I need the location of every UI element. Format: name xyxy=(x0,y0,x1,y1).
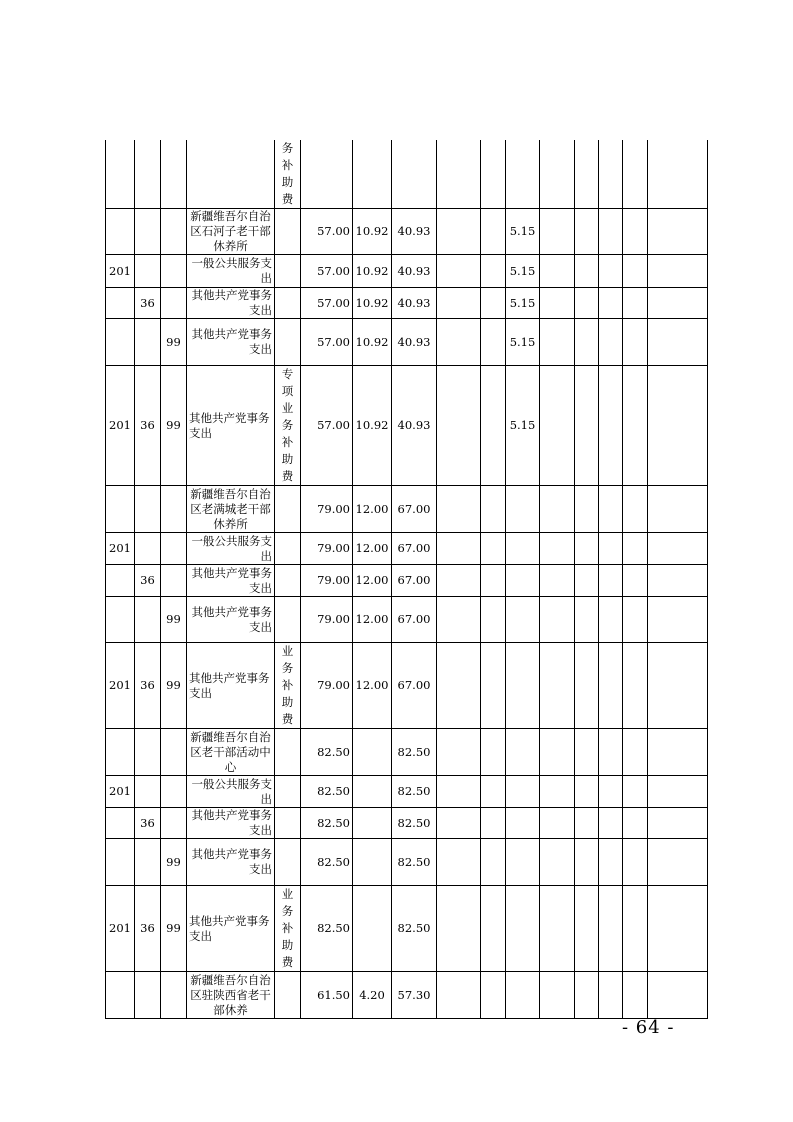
item-type-cell: 专项业务补助费 xyxy=(275,366,301,486)
item-type-cell xyxy=(275,255,301,288)
basic-expense-cell xyxy=(353,729,392,776)
item-name-cell: 新疆维吾尔自治区驻陕西省老干部休养 xyxy=(187,972,275,1019)
column-15-cell xyxy=(623,565,648,597)
table-row xyxy=(106,288,708,319)
column-15-cell xyxy=(623,643,648,729)
basic-expense-cell: 10.92 xyxy=(353,255,392,288)
column-12-cell xyxy=(540,486,575,533)
column-15-cell xyxy=(623,288,648,319)
section-code-cell xyxy=(135,776,161,808)
basic-expense-cell xyxy=(353,808,392,839)
item-type-cell xyxy=(275,209,301,255)
column-16-cell xyxy=(648,319,708,366)
class-code-cell xyxy=(106,319,135,366)
column-13-cell xyxy=(575,597,599,643)
column-12-cell xyxy=(540,839,575,886)
column-15-cell xyxy=(623,729,648,776)
column-13-cell xyxy=(575,288,599,319)
column-16-cell xyxy=(648,839,708,886)
column-9-cell xyxy=(437,140,481,209)
column-16-cell xyxy=(648,533,708,565)
column-15-cell xyxy=(623,533,648,565)
total-cell: 82.50 xyxy=(301,886,353,972)
item-code-cell xyxy=(161,288,187,319)
item-name-cell: 其他共产党事务支出 xyxy=(187,886,275,972)
column-15-cell xyxy=(623,972,648,1019)
section-code-cell xyxy=(135,729,161,776)
column-10-cell xyxy=(481,597,506,643)
section-code-cell: 36 xyxy=(135,808,161,839)
item-name-cell: 其他共产党事务支出 xyxy=(187,319,275,366)
total-cell: 57.00 xyxy=(301,209,353,255)
class-code-cell xyxy=(106,808,135,839)
column-12-cell xyxy=(540,886,575,972)
project-expense-cell: 67.00 xyxy=(392,533,437,565)
table-row xyxy=(106,839,708,886)
basic-expense-cell xyxy=(353,776,392,808)
class-code-cell: 201 xyxy=(106,886,135,972)
item-name-cell: 新疆维吾尔自治区老干部活动中心 xyxy=(187,729,275,776)
column-10-cell xyxy=(481,533,506,565)
item-type-cell xyxy=(275,319,301,366)
basic-expense-cell: 10.92 xyxy=(353,209,392,255)
column-12-cell xyxy=(540,288,575,319)
item-type-cell: 业务补助费 xyxy=(275,886,301,972)
column-16-cell xyxy=(648,209,708,255)
item-code-cell xyxy=(161,972,187,1019)
project-expense-cell: 82.50 xyxy=(392,776,437,808)
item-code-cell xyxy=(161,565,187,597)
column-14-cell xyxy=(599,972,623,1019)
column-16-cell xyxy=(648,366,708,486)
section-code-cell: 36 xyxy=(135,366,161,486)
item-type-cell xyxy=(275,486,301,533)
table-row xyxy=(106,643,708,729)
column-15-cell xyxy=(623,776,648,808)
basic-expense-cell: 12.00 xyxy=(353,565,392,597)
column-15-cell xyxy=(623,808,648,839)
column-11-cell xyxy=(506,729,540,776)
basic-expense-cell xyxy=(353,886,392,972)
class-code-cell: 201 xyxy=(106,255,135,288)
page-number: - 64 - xyxy=(622,1017,675,1038)
column-13-cell xyxy=(575,972,599,1019)
total-cell: 82.50 xyxy=(301,729,353,776)
item-type-cell: 务补助费 xyxy=(275,140,301,209)
column-14-cell xyxy=(599,288,623,319)
project-expense-cell xyxy=(392,140,437,209)
item-name-cell: 其他共产党事务支出 xyxy=(187,597,275,643)
column-9-cell xyxy=(437,486,481,533)
column-16-cell xyxy=(648,255,708,288)
section-code-cell xyxy=(135,319,161,366)
item-type-cell xyxy=(275,533,301,565)
column-15-cell xyxy=(623,597,648,643)
table-row xyxy=(106,140,708,209)
project-expense-cell: 82.50 xyxy=(392,886,437,972)
item-type-cell xyxy=(275,565,301,597)
section-code-cell xyxy=(135,597,161,643)
column-11-cell xyxy=(506,886,540,972)
column-10-cell xyxy=(481,366,506,486)
item-name-cell: 其他共产党事务支出 xyxy=(187,366,275,486)
column-10-cell xyxy=(481,776,506,808)
project-expense-cell: 67.00 xyxy=(392,565,437,597)
basic-expense-cell xyxy=(353,839,392,886)
column-9-cell xyxy=(437,209,481,255)
item-code-cell xyxy=(161,255,187,288)
section-code-cell: 36 xyxy=(135,565,161,597)
column-15-cell xyxy=(623,886,648,972)
basic-expense-cell xyxy=(353,140,392,209)
project-expense-cell: 40.93 xyxy=(392,366,437,486)
project-expense-cell: 40.93 xyxy=(392,319,437,366)
column-14-cell xyxy=(599,886,623,972)
project-expense-cell: 67.00 xyxy=(392,643,437,729)
table-row xyxy=(106,319,708,366)
column-14-cell xyxy=(599,729,623,776)
section-code-cell: 36 xyxy=(135,643,161,729)
item-code-cell xyxy=(161,486,187,533)
column-15-cell xyxy=(623,839,648,886)
item-code-cell: 99 xyxy=(161,886,187,972)
basic-expense-cell: 10.92 xyxy=(353,319,392,366)
item-type-cell xyxy=(275,972,301,1019)
column-10-cell xyxy=(481,808,506,839)
item-type-cell xyxy=(275,839,301,886)
total-cell: 82.50 xyxy=(301,776,353,808)
basic-expense-cell: 10.92 xyxy=(353,366,392,486)
column-13-cell xyxy=(575,776,599,808)
column-14-cell xyxy=(599,565,623,597)
column-13-cell xyxy=(575,643,599,729)
column-10-cell xyxy=(481,643,506,729)
basic-expense-cell: 4.20 xyxy=(353,972,392,1019)
column-14-cell xyxy=(599,319,623,366)
column-13-cell xyxy=(575,565,599,597)
column-11-cell xyxy=(506,597,540,643)
column-12-cell xyxy=(540,729,575,776)
column-11-cell xyxy=(506,486,540,533)
class-code-cell: 201 xyxy=(106,366,135,486)
column-12-cell xyxy=(540,140,575,209)
item-code-cell xyxy=(161,533,187,565)
section-code-cell: 36 xyxy=(135,288,161,319)
column-13-cell xyxy=(575,886,599,972)
column-11-cell xyxy=(506,533,540,565)
column-14-cell xyxy=(599,839,623,886)
section-code-cell xyxy=(135,839,161,886)
column-11-cell xyxy=(506,643,540,729)
column-11-cell: 5.15 xyxy=(506,288,540,319)
column-9-cell xyxy=(437,972,481,1019)
item-code-cell xyxy=(161,776,187,808)
column-13-cell xyxy=(575,209,599,255)
column-13-cell xyxy=(575,255,599,288)
item-code-cell: 99 xyxy=(161,597,187,643)
total-cell: 57.00 xyxy=(301,288,353,319)
basic-expense-cell: 12.00 xyxy=(353,486,392,533)
item-name-cell xyxy=(187,140,275,209)
class-code-cell xyxy=(106,209,135,255)
class-code-cell: 201 xyxy=(106,533,135,565)
class-code-cell xyxy=(106,729,135,776)
total-cell: 79.00 xyxy=(301,597,353,643)
column-9-cell xyxy=(437,319,481,366)
item-code-cell xyxy=(161,808,187,839)
column-12-cell xyxy=(540,565,575,597)
item-type-cell xyxy=(275,808,301,839)
project-expense-cell: 40.93 xyxy=(392,209,437,255)
total-cell: 79.00 xyxy=(301,486,353,533)
column-10-cell xyxy=(481,140,506,209)
column-9-cell xyxy=(437,533,481,565)
item-name-cell: 其他共产党事务支出 xyxy=(187,643,275,729)
item-code-cell: 99 xyxy=(161,839,187,886)
column-11-cell xyxy=(506,972,540,1019)
class-code-cell xyxy=(106,486,135,533)
item-type-cell xyxy=(275,729,301,776)
column-14-cell xyxy=(599,140,623,209)
project-expense-cell: 67.00 xyxy=(392,597,437,643)
section-code-cell: 36 xyxy=(135,886,161,972)
project-expense-cell: 40.93 xyxy=(392,288,437,319)
total-cell xyxy=(301,140,353,209)
column-16-cell xyxy=(648,729,708,776)
basic-expense-cell: 10.92 xyxy=(353,288,392,319)
total-cell: 82.50 xyxy=(301,808,353,839)
column-10-cell xyxy=(481,288,506,319)
column-16-cell xyxy=(648,886,708,972)
class-code-cell: 201 xyxy=(106,776,135,808)
column-9-cell xyxy=(437,255,481,288)
total-cell: 79.00 xyxy=(301,533,353,565)
item-name-cell: 其他共产党事务支出 xyxy=(187,839,275,886)
column-13-cell xyxy=(575,366,599,486)
column-11-cell: 5.15 xyxy=(506,366,540,486)
item-code-cell: 99 xyxy=(161,643,187,729)
section-code-cell xyxy=(135,972,161,1019)
column-9-cell xyxy=(437,729,481,776)
column-10-cell xyxy=(481,319,506,366)
column-14-cell xyxy=(599,255,623,288)
table-row xyxy=(106,255,708,288)
column-15-cell xyxy=(623,209,648,255)
column-12-cell xyxy=(540,319,575,366)
column-9-cell xyxy=(437,597,481,643)
item-type-cell xyxy=(275,288,301,319)
column-16-cell xyxy=(648,140,708,209)
column-13-cell xyxy=(575,729,599,776)
class-code-cell xyxy=(106,565,135,597)
column-16-cell xyxy=(648,643,708,729)
column-13-cell xyxy=(575,808,599,839)
basic-expense-cell: 12.00 xyxy=(353,597,392,643)
column-10-cell xyxy=(481,972,506,1019)
column-12-cell xyxy=(540,597,575,643)
table-row xyxy=(106,486,708,533)
section-code-cell xyxy=(135,255,161,288)
column-16-cell xyxy=(648,776,708,808)
item-code-cell xyxy=(161,209,187,255)
column-14-cell xyxy=(599,366,623,486)
item-name-cell: 其他共产党事务支出 xyxy=(187,565,275,597)
column-14-cell xyxy=(599,533,623,565)
column-9-cell xyxy=(437,366,481,486)
column-9-cell xyxy=(437,886,481,972)
column-11-cell xyxy=(506,140,540,209)
table-body xyxy=(106,140,708,1019)
total-cell: 57.00 xyxy=(301,255,353,288)
class-code-cell xyxy=(106,597,135,643)
column-14-cell xyxy=(599,776,623,808)
column-9-cell xyxy=(437,643,481,729)
total-cell: 57.00 xyxy=(301,366,353,486)
class-code-cell xyxy=(106,972,135,1019)
column-16-cell xyxy=(648,565,708,597)
column-12-cell xyxy=(540,808,575,839)
column-14-cell xyxy=(599,209,623,255)
column-9-cell xyxy=(437,776,481,808)
item-type-cell xyxy=(275,597,301,643)
column-15-cell xyxy=(623,140,648,209)
column-15-cell xyxy=(623,486,648,533)
item-name-cell: 一般公共服务支出 xyxy=(187,533,275,565)
section-code-cell xyxy=(135,209,161,255)
project-expense-cell: 67.00 xyxy=(392,486,437,533)
item-code-cell: 99 xyxy=(161,366,187,486)
column-13-cell xyxy=(575,839,599,886)
column-13-cell xyxy=(575,140,599,209)
column-14-cell xyxy=(599,643,623,729)
column-12-cell xyxy=(540,972,575,1019)
column-12-cell xyxy=(540,209,575,255)
column-9-cell xyxy=(437,565,481,597)
project-expense-cell: 57.30 xyxy=(392,972,437,1019)
item-code-cell xyxy=(161,729,187,776)
item-name-cell: 一般公共服务支出 xyxy=(187,255,275,288)
basic-expense-cell: 12.00 xyxy=(353,643,392,729)
column-10-cell xyxy=(481,255,506,288)
column-16-cell xyxy=(648,288,708,319)
table-row xyxy=(106,209,708,255)
column-14-cell xyxy=(599,486,623,533)
column-16-cell xyxy=(648,486,708,533)
total-cell: 57.00 xyxy=(301,319,353,366)
class-code-cell xyxy=(106,839,135,886)
table-row xyxy=(106,776,708,808)
column-9-cell xyxy=(437,839,481,886)
table-row xyxy=(106,597,708,643)
table-row xyxy=(106,886,708,972)
total-cell: 61.50 xyxy=(301,972,353,1019)
class-code-cell xyxy=(106,140,135,209)
section-code-cell xyxy=(135,140,161,209)
item-name-cell: 一般公共服务支出 xyxy=(187,776,275,808)
column-10-cell xyxy=(481,209,506,255)
item-name-cell: 其他共产党事务支出 xyxy=(187,808,275,839)
column-12-cell xyxy=(540,255,575,288)
item-name-cell: 新疆维吾尔自治区老满城老干部休养所 xyxy=(187,486,275,533)
item-type-cell: 业务补助费 xyxy=(275,643,301,729)
project-expense-cell: 82.50 xyxy=(392,729,437,776)
table-row xyxy=(106,808,708,839)
item-name-cell: 其他共产党事务支出 xyxy=(187,288,275,319)
column-12-cell xyxy=(540,776,575,808)
column-11-cell xyxy=(506,565,540,597)
project-expense-cell: 40.93 xyxy=(392,255,437,288)
total-cell: 82.50 xyxy=(301,839,353,886)
column-11-cell xyxy=(506,808,540,839)
total-cell: 79.00 xyxy=(301,565,353,597)
column-16-cell xyxy=(648,808,708,839)
column-12-cell xyxy=(540,366,575,486)
column-11-cell: 5.15 xyxy=(506,255,540,288)
column-10-cell xyxy=(481,886,506,972)
class-code-cell xyxy=(106,288,135,319)
table-row xyxy=(106,729,708,776)
table-row xyxy=(106,565,708,597)
column-11-cell: 5.15 xyxy=(506,209,540,255)
column-12-cell xyxy=(540,643,575,729)
item-code-cell xyxy=(161,140,187,209)
column-14-cell xyxy=(599,597,623,643)
project-expense-cell: 82.50 xyxy=(392,839,437,886)
table-row xyxy=(106,366,708,486)
column-11-cell xyxy=(506,776,540,808)
column-13-cell xyxy=(575,319,599,366)
column-14-cell xyxy=(599,808,623,839)
column-11-cell: 5.15 xyxy=(506,319,540,366)
column-15-cell xyxy=(623,319,648,366)
basic-expense-cell: 12.00 xyxy=(353,533,392,565)
column-13-cell xyxy=(575,533,599,565)
column-10-cell xyxy=(481,839,506,886)
column-9-cell xyxy=(437,808,481,839)
item-type-cell xyxy=(275,776,301,808)
item-code-cell: 99 xyxy=(161,319,187,366)
section-code-cell xyxy=(135,486,161,533)
column-13-cell xyxy=(575,486,599,533)
column-12-cell xyxy=(540,533,575,565)
table-row xyxy=(106,972,708,1019)
project-expense-cell: 82.50 xyxy=(392,808,437,839)
column-10-cell xyxy=(481,486,506,533)
table-row xyxy=(106,533,708,565)
item-name-cell: 新疆维吾尔自治区石河子老干部休养所 xyxy=(187,209,275,255)
section-code-cell xyxy=(135,533,161,565)
column-11-cell xyxy=(506,839,540,886)
column-10-cell xyxy=(481,565,506,597)
total-cell: 79.00 xyxy=(301,643,353,729)
budget-table xyxy=(105,140,708,1019)
column-15-cell xyxy=(623,255,648,288)
column-9-cell xyxy=(437,288,481,319)
column-16-cell xyxy=(648,597,708,643)
column-10-cell xyxy=(481,729,506,776)
column-15-cell xyxy=(623,366,648,486)
column-16-cell xyxy=(648,972,708,1019)
class-code-cell: 201 xyxy=(106,643,135,729)
